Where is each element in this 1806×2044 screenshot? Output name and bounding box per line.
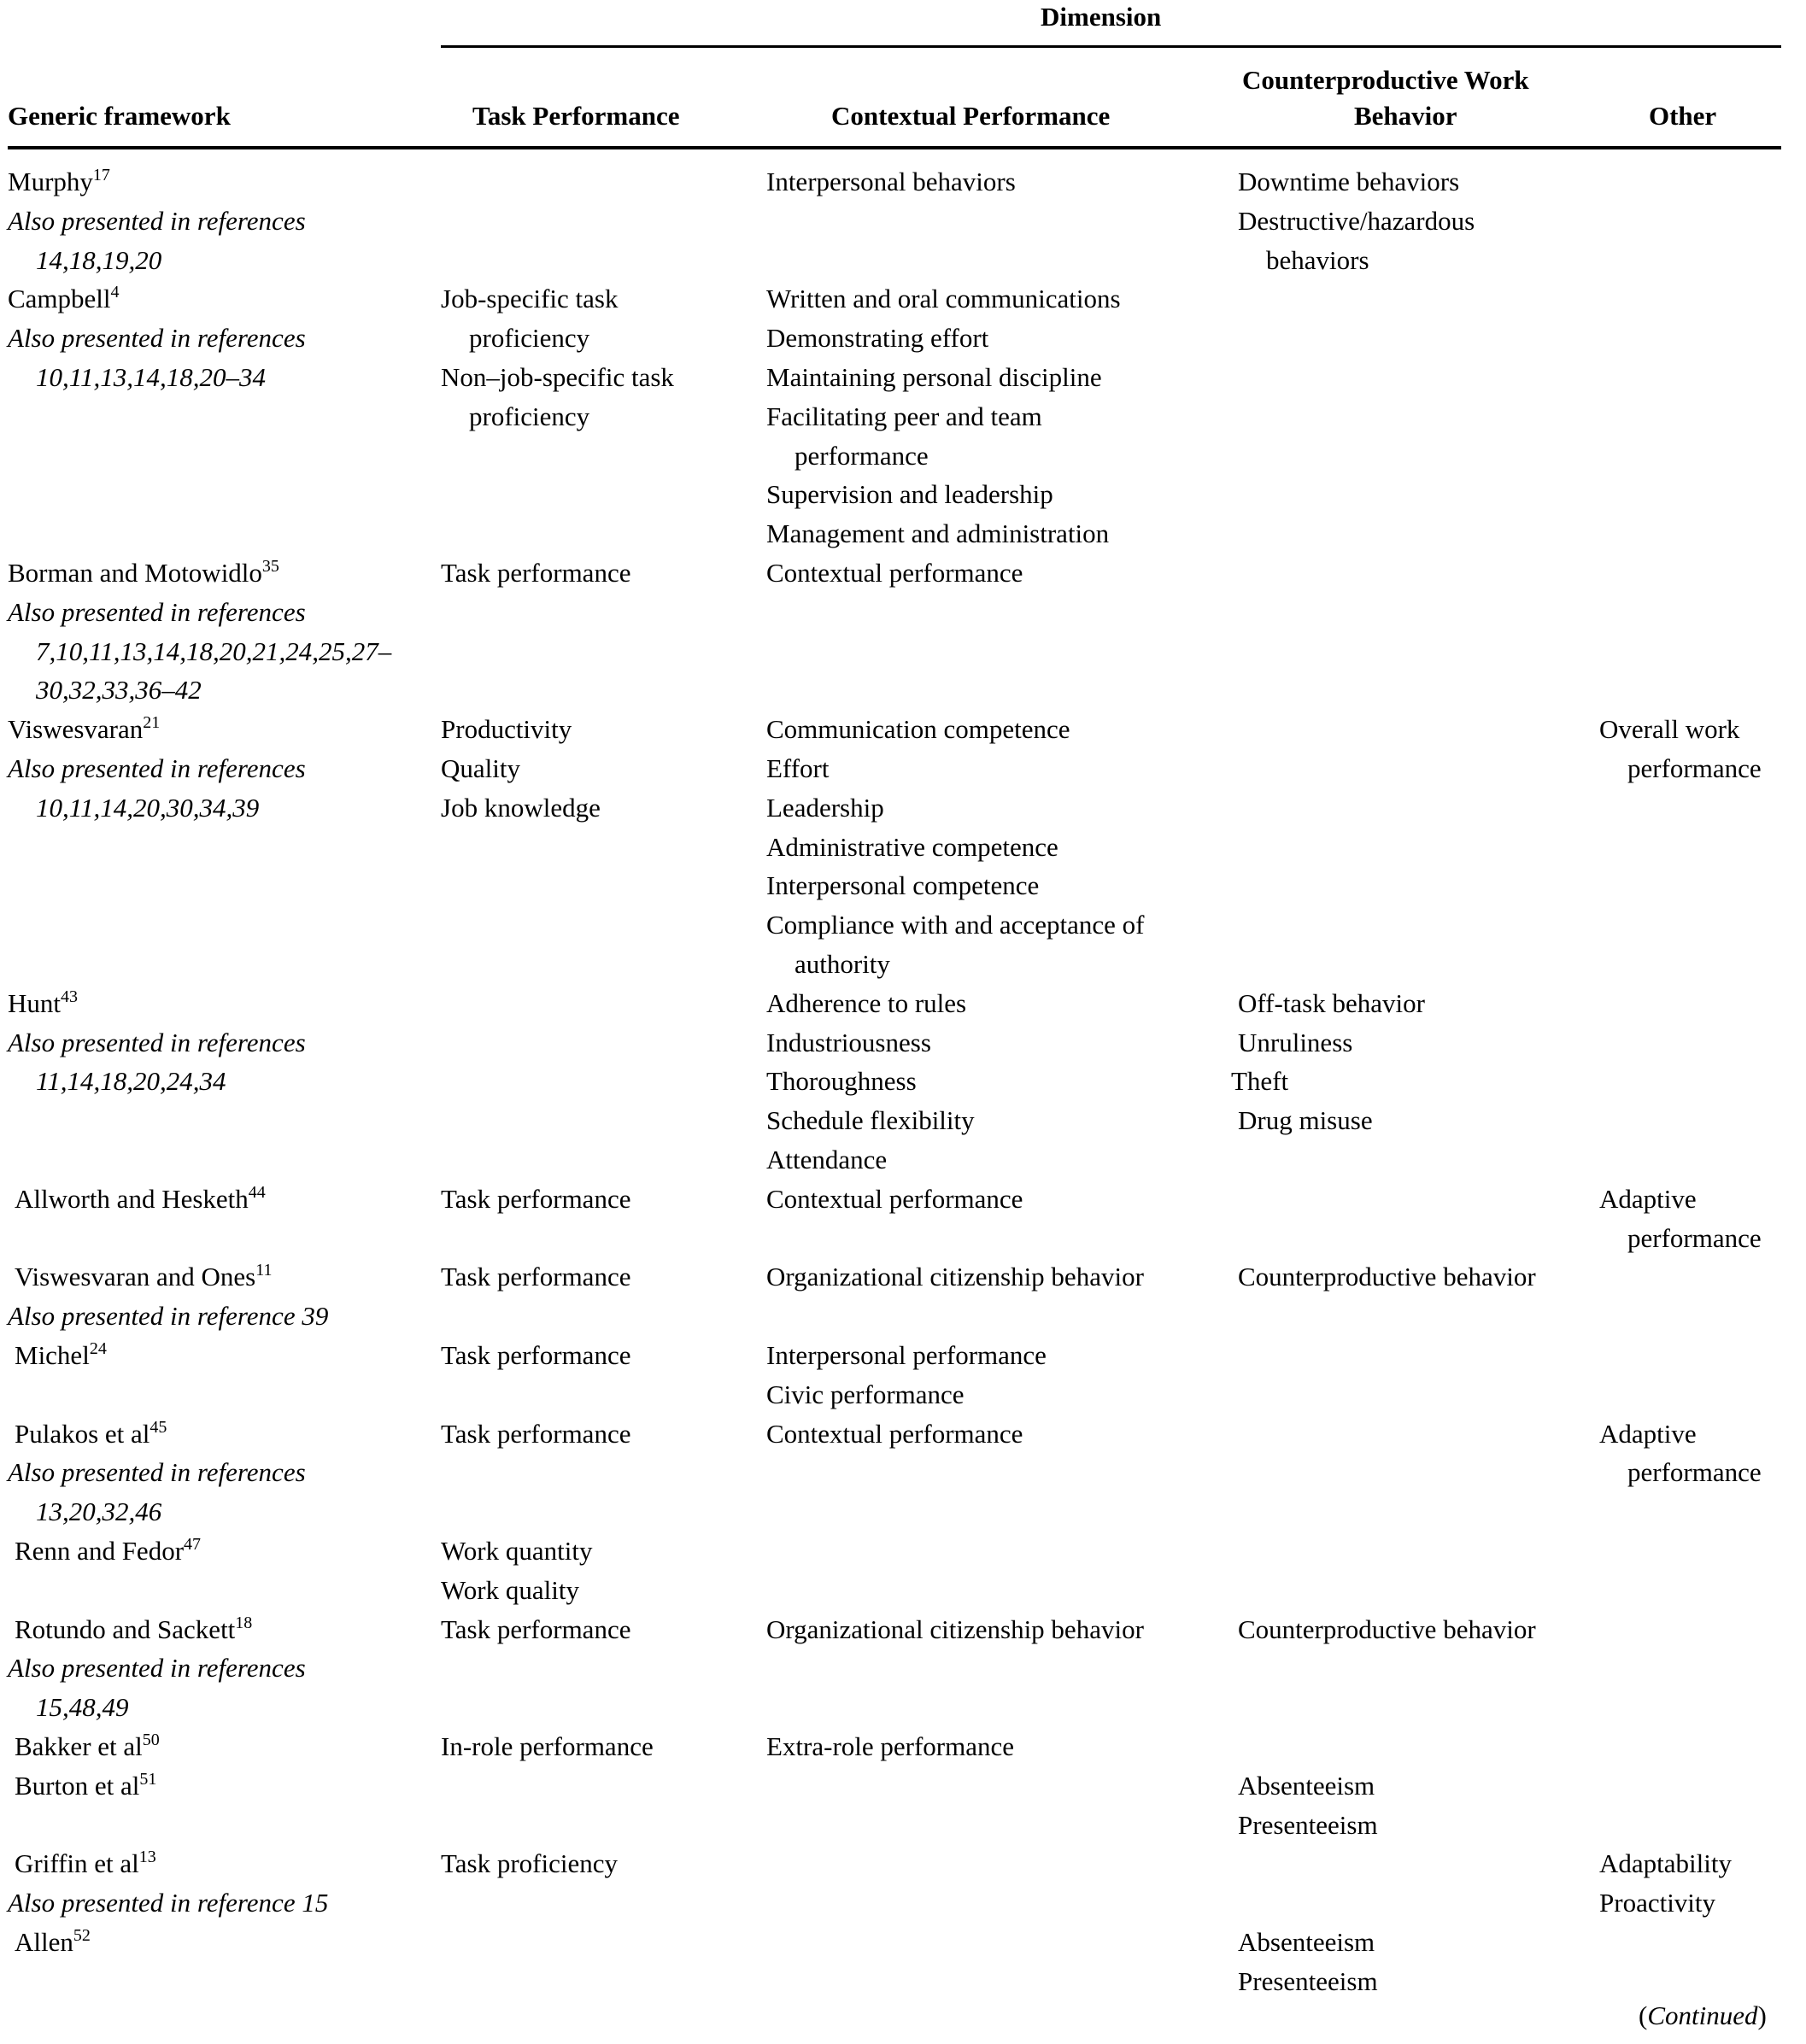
framework-cell — [8, 1844, 328, 1923]
contextual-item: Contextual performance — [766, 558, 1023, 588]
contextual-item: Interpersonal behaviors — [766, 167, 1016, 196]
framework-name — [8, 162, 306, 202]
task-item: Task performance — [441, 1262, 631, 1292]
contextual-item: Attendance — [766, 1144, 888, 1174]
also-presented-references: 11,14,18,20,24,34 — [36, 1066, 226, 1097]
framework-cell — [8, 1336, 107, 1375]
framework-name — [8, 1532, 201, 1571]
also-presented-references: 10,11,14,20,30,34,39 — [36, 792, 260, 823]
task-item: Task performance — [441, 1183, 631, 1214]
column-header-cwb-line1: Counterproductive Work — [1242, 65, 1529, 95]
cwb-item: Theft — [1231, 1066, 1289, 1097]
framework-name-text: Allworth and Hesketh — [15, 1183, 249, 1214]
cwb-item: Counterproductive behavior — [1238, 1614, 1536, 1644]
cwb-item: Downtime behaviors — [1238, 167, 1460, 196]
column-header-task: Task Performance — [472, 101, 680, 131]
contextual-cell — [766, 984, 975, 1180]
contextual-item: Demonstrating effort — [766, 323, 989, 354]
task-item: Quality — [441, 753, 520, 783]
framework-cell — [8, 1923, 91, 1962]
contextual-item: Interpersonal competence — [766, 870, 1040, 901]
cwb-item: Off-task behavior — [1238, 987, 1425, 1018]
contextual-item: Adherence to rules — [766, 987, 967, 1018]
also-presented-references: 7,10,11,13,14,18,20,21,24,25,27– — [36, 635, 392, 666]
other-item: Adaptive — [1599, 1418, 1697, 1449]
cwb-cell — [1238, 1923, 1378, 2001]
contextual-item: performance — [795, 440, 929, 471]
framework-name-text: Rotundo and Sackett — [15, 1614, 236, 1644]
framework-cell — [8, 1414, 306, 1532]
contextual-cell — [766, 279, 1121, 553]
task-item: Productivity — [441, 714, 572, 745]
contextual-item: authority — [795, 948, 890, 979]
framework-name-text: Campbell — [8, 284, 111, 314]
contextual-cell — [766, 553, 1023, 593]
other-item: performance — [1627, 1457, 1762, 1488]
contextual-item: Communication competence — [766, 714, 1070, 745]
task-cell — [441, 1532, 592, 1610]
also-presented-label: Also presented in reference 15 — [8, 1888, 329, 1918]
cwb-cell — [1238, 1610, 1536, 1649]
reference-superscript: 35 — [261, 557, 279, 576]
cwb-item: behaviors — [1266, 244, 1369, 275]
column-header-contextual: Contextual Performance — [831, 101, 1111, 131]
task-item: Task performance — [441, 1614, 631, 1644]
contextual-cell — [766, 710, 1144, 984]
reference-superscript: 47 — [184, 1535, 202, 1554]
reference-superscript: 11 — [255, 1261, 273, 1280]
contextual-item: Administrative competence — [766, 831, 1058, 862]
task-item: Task proficiency — [441, 1848, 618, 1879]
other-cell — [1599, 1180, 1762, 1258]
other-item: Proactivity — [1599, 1888, 1716, 1918]
also-presented-label: Also presented in references — [8, 596, 306, 627]
framework-cell — [8, 162, 306, 279]
task-item: Non–job-specific task — [441, 361, 674, 392]
cwb-item: Presenteeism — [1238, 1809, 1378, 1840]
contextual-cell — [766, 1180, 1023, 1219]
task-item: In-role performance — [441, 1731, 654, 1761]
contextual-item: Interpersonal performance — [766, 1340, 1047, 1370]
contextual-item: Industriousness — [766, 1027, 931, 1057]
framework-name — [8, 1923, 91, 1962]
cwb-item: Absenteeism — [1238, 1770, 1375, 1801]
other-cell — [1599, 710, 1762, 788]
reference-superscript: 24 — [89, 1339, 107, 1358]
column-header-framework: Generic framework — [8, 101, 231, 131]
continued-label: Continued — [1647, 2000, 1758, 2030]
task-item: proficiency — [469, 323, 590, 354]
contextual-item: Thoroughness — [766, 1066, 917, 1097]
cwb-item: Unruliness — [1238, 1027, 1353, 1057]
contextual-cell — [766, 1610, 1144, 1649]
also-presented-references: 10,11,13,14,18,20–34 — [36, 361, 266, 392]
framework-cell — [8, 1766, 156, 1806]
framework-name-text: Bakker et al — [15, 1731, 143, 1761]
task-cell — [441, 279, 674, 436]
task-item: Job knowledge — [441, 792, 601, 823]
framework-name — [8, 553, 391, 593]
contextual-item: Organizational citizenship behavior — [766, 1262, 1144, 1292]
task-item: Task performance — [441, 1418, 631, 1449]
framework-cell — [8, 1532, 201, 1571]
framework-name-text: Allen — [15, 1927, 73, 1957]
task-item: Job-specific task — [441, 284, 619, 314]
framework-name-text: Viswesvaran — [8, 714, 144, 745]
also-presented-references: 15,48,49 — [36, 1692, 129, 1723]
reference-superscript: 50 — [142, 1731, 160, 1749]
framework-name — [8, 1336, 107, 1375]
framework-name — [8, 1844, 328, 1883]
framework-cell — [8, 279, 306, 396]
framework-name — [8, 1257, 328, 1297]
reference-superscript: 43 — [61, 987, 78, 1006]
reference-superscript: 44 — [248, 1182, 266, 1202]
contextual-cell — [766, 1257, 1144, 1297]
other-item: Adaptive — [1599, 1183, 1697, 1214]
contextual-item: Extra-role performance — [766, 1731, 1015, 1761]
task-cell — [441, 1414, 630, 1454]
cwb-item: Destructive/hazardous — [1238, 205, 1475, 236]
reference-superscript: 4 — [110, 283, 120, 302]
framework-name-text: Hunt — [8, 987, 61, 1018]
contextual-item: Compliance with and acceptance of — [766, 910, 1145, 940]
contextual-item: Maintaining personal discipline — [766, 361, 1102, 392]
reference-superscript: 21 — [143, 713, 161, 733]
contextual-cell — [766, 1727, 1014, 1766]
framework-name-text: Burton et al — [15, 1770, 140, 1801]
framework-name — [8, 984, 306, 1023]
framework-name-text: Pulakos et al — [15, 1418, 150, 1449]
reference-superscript: 13 — [138, 1848, 156, 1867]
reference-superscript: 45 — [150, 1417, 167, 1437]
framework-name-text: Renn and Fedor — [15, 1536, 185, 1566]
framework-cell — [8, 984, 306, 1101]
framework-name-text: Murphy — [8, 167, 93, 196]
also-presented-label: Also presented in reference 39 — [8, 1301, 329, 1332]
framework-name — [8, 279, 306, 319]
framework-name — [8, 1414, 306, 1454]
contextual-item: Contextual performance — [766, 1418, 1023, 1449]
contextual-item: Effort — [766, 753, 830, 783]
task-cell — [441, 710, 601, 827]
also-presented-references: 14,18,19,20 — [36, 244, 162, 275]
cwb-cell — [1231, 984, 1425, 1140]
task-cell — [441, 553, 630, 593]
framework-cell — [8, 1610, 306, 1727]
contextual-item: Facilitating peer and team — [766, 401, 1042, 431]
task-cell — [441, 1727, 654, 1766]
contextual-item: Organizational citizenship behavior — [766, 1614, 1144, 1644]
task-cell — [441, 1844, 618, 1883]
framework-name-text: Griffin et al — [15, 1848, 139, 1879]
continued-close-paren: ) — [1757, 2000, 1767, 2030]
also-presented-label: Also presented in references — [8, 323, 306, 354]
framework-cell — [8, 710, 306, 827]
continued-note — [1639, 2002, 1767, 2029]
framework-cell — [8, 1257, 328, 1336]
also-presented-label: Also presented in references — [8, 1653, 306, 1684]
contextual-item: Civic performance — [766, 1379, 965, 1409]
also-presented-references: 30,32,33,36–42 — [36, 675, 202, 706]
also-presented-label: Also presented in references — [8, 1027, 306, 1057]
framework-cell — [8, 1180, 266, 1219]
cwb-item: Drug misuse — [1238, 1105, 1373, 1136]
task-item: Task performance — [441, 558, 631, 588]
framework-cell — [8, 553, 391, 710]
cwb-cell — [1238, 1257, 1536, 1297]
task-item: Work quality — [441, 1574, 579, 1605]
framework-name-text: Viswesvaran and Ones — [15, 1262, 256, 1292]
contextual-cell — [766, 1414, 1023, 1454]
framework-name-text: Michel — [15, 1340, 90, 1370]
other-item: Adaptability — [1599, 1848, 1732, 1879]
other-cell — [1599, 1844, 1732, 1923]
other-cell — [1599, 1414, 1762, 1493]
also-presented-references: 13,20,32,46 — [36, 1496, 162, 1527]
also-presented-label: Also presented in references — [8, 1457, 306, 1488]
reference-superscript: 51 — [139, 1769, 157, 1789]
other-item: performance — [1627, 1222, 1762, 1253]
header-bottom-rule — [8, 146, 1781, 149]
cwb-cell — [1238, 1766, 1378, 1845]
other-item: performance — [1627, 753, 1762, 783]
task-item: proficiency — [469, 401, 590, 431]
contextual-item: Supervision and leadership — [766, 479, 1053, 510]
task-cell — [441, 1610, 630, 1649]
task-item: Task performance — [441, 1340, 631, 1370]
framework-cell — [8, 1727, 160, 1766]
other-item: Overall work — [1599, 714, 1740, 745]
framework-name — [8, 710, 306, 749]
cwb-cell — [1238, 162, 1475, 279]
column-header-cwb-line2: Behavior — [1354, 101, 1457, 131]
column-header-other: Other — [1649, 101, 1717, 131]
framework-name-text: Borman and Motowidlo — [8, 558, 262, 588]
contextual-item: Written and oral communications — [766, 284, 1121, 314]
cwb-item: Counterproductive behavior — [1238, 1262, 1536, 1292]
framework-name — [8, 1180, 266, 1219]
contextual-cell — [766, 1336, 1047, 1414]
cwb-item: Absenteeism — [1238, 1927, 1375, 1957]
contextual-item: Schedule flexibility — [766, 1105, 975, 1136]
framework-name — [8, 1727, 160, 1766]
reference-superscript: 52 — [73, 1926, 91, 1945]
task-cell — [441, 1257, 630, 1297]
framework-name — [8, 1610, 306, 1649]
contextual-cell — [766, 162, 1016, 202]
also-presented-label: Also presented in references — [8, 753, 306, 783]
framework-name — [8, 1766, 156, 1806]
cwb-item: Presenteeism — [1238, 1965, 1378, 1996]
contextual-item: Contextual performance — [766, 1183, 1023, 1214]
task-cell — [441, 1180, 630, 1219]
continued-open-paren: ( — [1639, 2000, 1648, 2030]
also-presented-label: Also presented in references — [8, 205, 306, 236]
contextual-item: Management and administration — [766, 518, 1110, 549]
reference-superscript: 17 — [92, 166, 110, 184]
spanner-rule — [441, 45, 1781, 48]
task-cell — [441, 1336, 630, 1375]
contextual-item: Leadership — [766, 792, 884, 823]
task-item: Work quantity — [441, 1536, 593, 1566]
reference-superscript: 18 — [235, 1613, 253, 1632]
dimension-spanner-header: Dimension — [1041, 2, 1162, 32]
